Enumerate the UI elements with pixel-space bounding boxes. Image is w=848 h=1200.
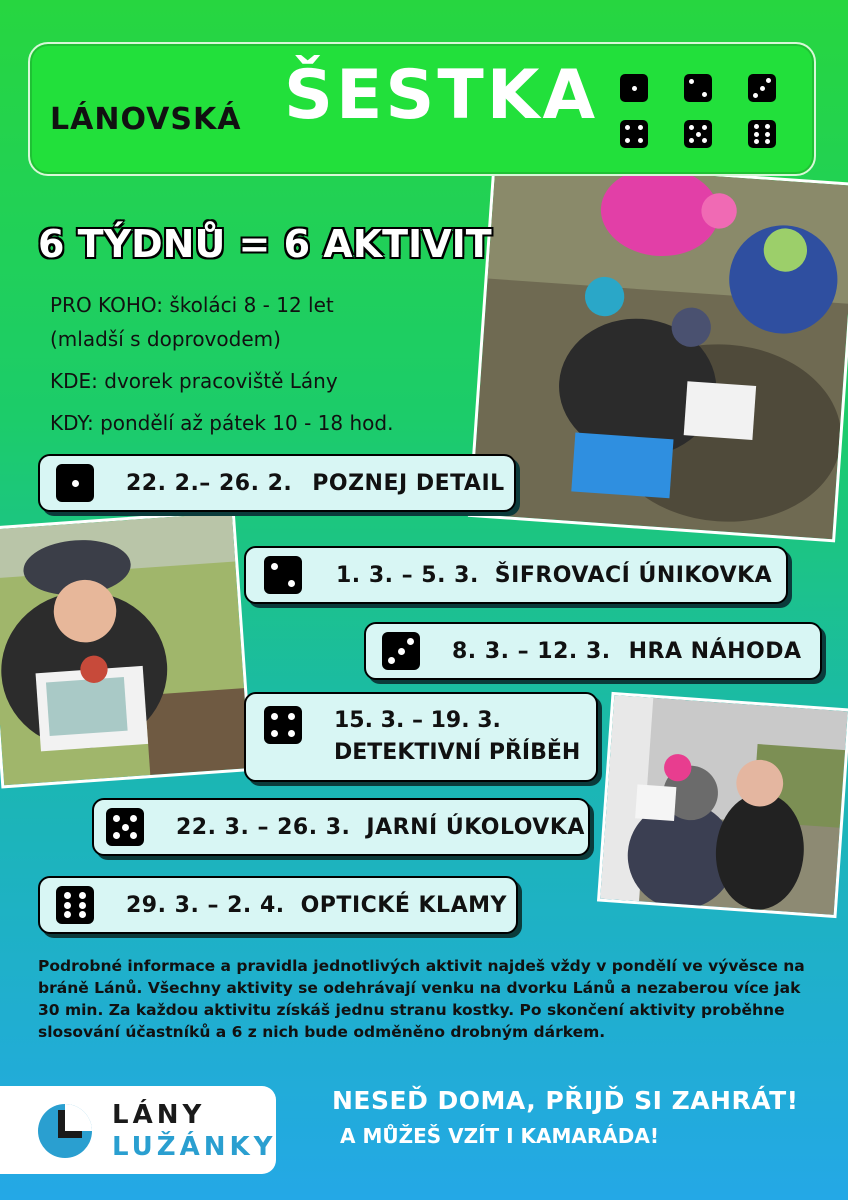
die-one-icon <box>56 464 94 502</box>
activity-2-dates: 1. 3. – 5. 3. <box>336 562 479 588</box>
activity-6-dates: 29. 3. – 2. 4. <box>126 892 285 918</box>
title-subtitle: LÁNOVSKÁ <box>50 102 242 137</box>
activity-6 <box>38 876 518 934</box>
activity-1-dates: 22. 2.– 26. 2. <box>126 470 293 496</box>
lany-logo <box>0 1086 276 1174</box>
description-text: Podrobné informace a pravidla jednotlivých aktivit najdeš vždy v pondělí ve vývěsce na bráně Lánů. Všechny aktivity se odehrávají venku na dvorku Lánů a nezaberou více jak 30 min. Za každou aktivitu získáš jednu stranu kostky. Po skončení aktivity proběhne slosování účastníků a 6 z nich bude odměněno drobným dárkem. <box>38 957 805 1041</box>
activity-5 <box>92 798 590 856</box>
activity-3 <box>364 622 822 680</box>
title-main: ŠESTKA <box>284 56 599 135</box>
activity-5-name: JARNÍ ÚKOLOVKA <box>366 814 585 840</box>
info-who-note: (mladší s doprovodem) <box>50 327 281 351</box>
info-who: PRO KOHO: školáci 8 - 12 let <box>50 293 334 317</box>
activity-2 <box>244 546 788 604</box>
die-five-icon <box>684 120 712 148</box>
activity-3-dates: 8. 3. – 12. 3. <box>452 638 611 664</box>
die-two-icon <box>264 556 302 594</box>
die-five-icon <box>106 808 144 846</box>
die-three-icon <box>748 74 776 102</box>
logo-mark-icon <box>36 1102 94 1160</box>
header-dice-top <box>620 74 776 102</box>
die-six-icon <box>56 886 94 924</box>
activity-3-name: HRA NÁHODA <box>628 638 802 664</box>
logo-line2: LUŽÁNKY <box>112 1132 277 1162</box>
cta-line1: NESEĎ DOMA, PŘIJĎ SI ZAHRÁT! <box>332 1086 799 1115</box>
activity-4-name: DETEKTIVNÍ PŘÍBĚH <box>334 740 581 765</box>
cta-line2: A MŮŽEŠ VZÍT I KAMARÁDA! <box>340 1124 659 1148</box>
die-one-icon <box>620 74 648 102</box>
activity-2-name: ŠIFROVACÍ ÚNIKOVKA <box>494 562 773 588</box>
info-when: KDY: pondělí až pátek 10 - 18 hod. <box>50 411 394 435</box>
die-four-icon <box>620 120 648 148</box>
die-two-icon <box>684 74 712 102</box>
activity-1 <box>38 454 516 512</box>
activity-4-dates: 15. 3. – 19. 3. <box>334 708 501 733</box>
headline: 6 TÝDNŮ = 6 AKTIVIT <box>38 222 492 266</box>
photo-boy-writing <box>0 510 253 789</box>
header-dice-bottom <box>620 120 776 148</box>
info-where: KDE: dvorek pracoviště Lány <box>50 369 338 393</box>
die-six-icon <box>748 120 776 148</box>
photo-girls-tree <box>597 692 848 918</box>
title-banner <box>28 42 816 176</box>
activity-4 <box>244 692 598 782</box>
activity-5-dates: 22. 3. – 26. 3. <box>176 814 351 840</box>
die-four-icon <box>264 706 302 744</box>
photo-children-forest <box>468 158 848 543</box>
activity-1-name: POZNEJ DETAIL <box>312 470 505 496</box>
logo-line1: LÁNY <box>112 1100 206 1130</box>
activity-6-name: OPTICKÉ KLAMY <box>300 892 507 918</box>
die-three-icon <box>382 632 420 670</box>
